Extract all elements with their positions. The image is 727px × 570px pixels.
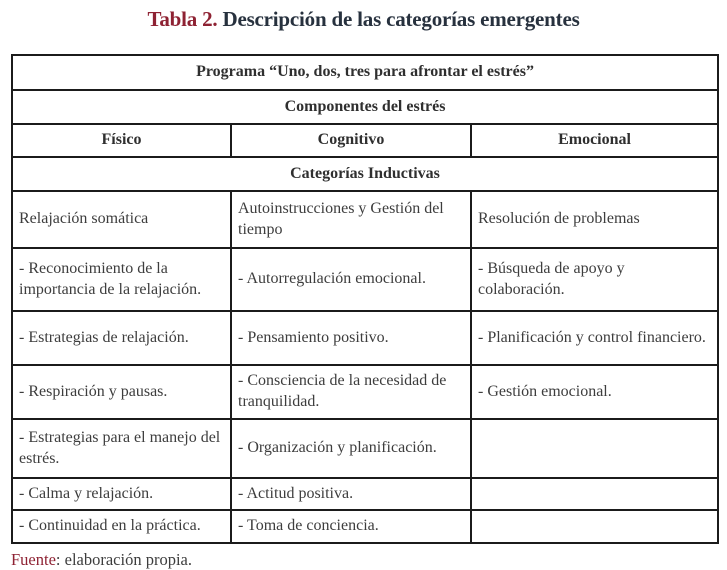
table-cell: - Organización y planificación. (231, 419, 471, 478)
table-cell: - Toma de conciencia. (231, 510, 471, 543)
components-header-cell: Componentes del estrés (12, 90, 718, 124)
table-cell: Relajación somática (12, 191, 231, 248)
table-cell (471, 419, 718, 478)
table-cell: - Planificación y control financiero. (471, 311, 718, 365)
column-header-fisico: Físico (12, 124, 231, 157)
column-header-emocional: Emocional (471, 124, 718, 157)
column-header-cognitivo: Cognitivo (231, 124, 471, 157)
table-row (12, 248, 718, 311)
category-row (12, 191, 718, 248)
table-cell: - Respiración y pausas. (12, 365, 231, 419)
inductive-header-row (12, 157, 718, 191)
table-cell: - Reconocimiento de la importancia de la relajación. (12, 248, 231, 311)
table-cell: - Gestión emocional. (471, 365, 718, 419)
table-cell: Autoinstrucciones y Gestión del tiempo (231, 191, 471, 248)
table-row (12, 365, 718, 419)
table-cell: - Estrategias para el manejo del estrés. (12, 419, 231, 478)
table-cell (471, 510, 718, 543)
table-row (12, 419, 718, 478)
program-header-row (12, 55, 718, 90)
table-caption-number: Tabla 2. (147, 7, 218, 31)
inductive-header-cell: Categorías Inductivas (12, 157, 718, 191)
table-row (12, 478, 718, 510)
table-cell: - Estrategias de relajación. (12, 311, 231, 365)
table-cell: - Calma y relajación. (12, 478, 231, 510)
table-cell: - Actitud positiva. (231, 478, 471, 510)
source-note (11, 550, 727, 570)
table-cell: Resolución de problemas (471, 191, 718, 248)
program-header-cell: Programa “Uno, dos, tres para afrontar el estrés” (12, 55, 718, 90)
table-cell (471, 478, 718, 510)
table-cell: - Búsqueda de apoyo y colaboración. (471, 248, 718, 311)
table-caption-text: Descripción de las categorías emergentes (217, 7, 580, 31)
table-row (12, 311, 718, 365)
column-headers-row (12, 124, 718, 157)
source-note-text: : elaboración propia. (55, 550, 192, 569)
table-cell: - Consciencia de la necesidad de tranquilidad. (231, 365, 471, 419)
categories-table (11, 54, 719, 544)
source-note-label: Fuente (11, 550, 56, 569)
table-cell: - Continuidad en la práctica. (12, 510, 231, 543)
table-row (12, 510, 718, 543)
table-cell: - Autorregulación emocional. (231, 248, 471, 311)
table-caption (0, 6, 727, 32)
components-header-row (12, 90, 718, 124)
paper-page (0, 6, 727, 569)
table-cell: - Pensamiento positivo. (231, 311, 471, 365)
